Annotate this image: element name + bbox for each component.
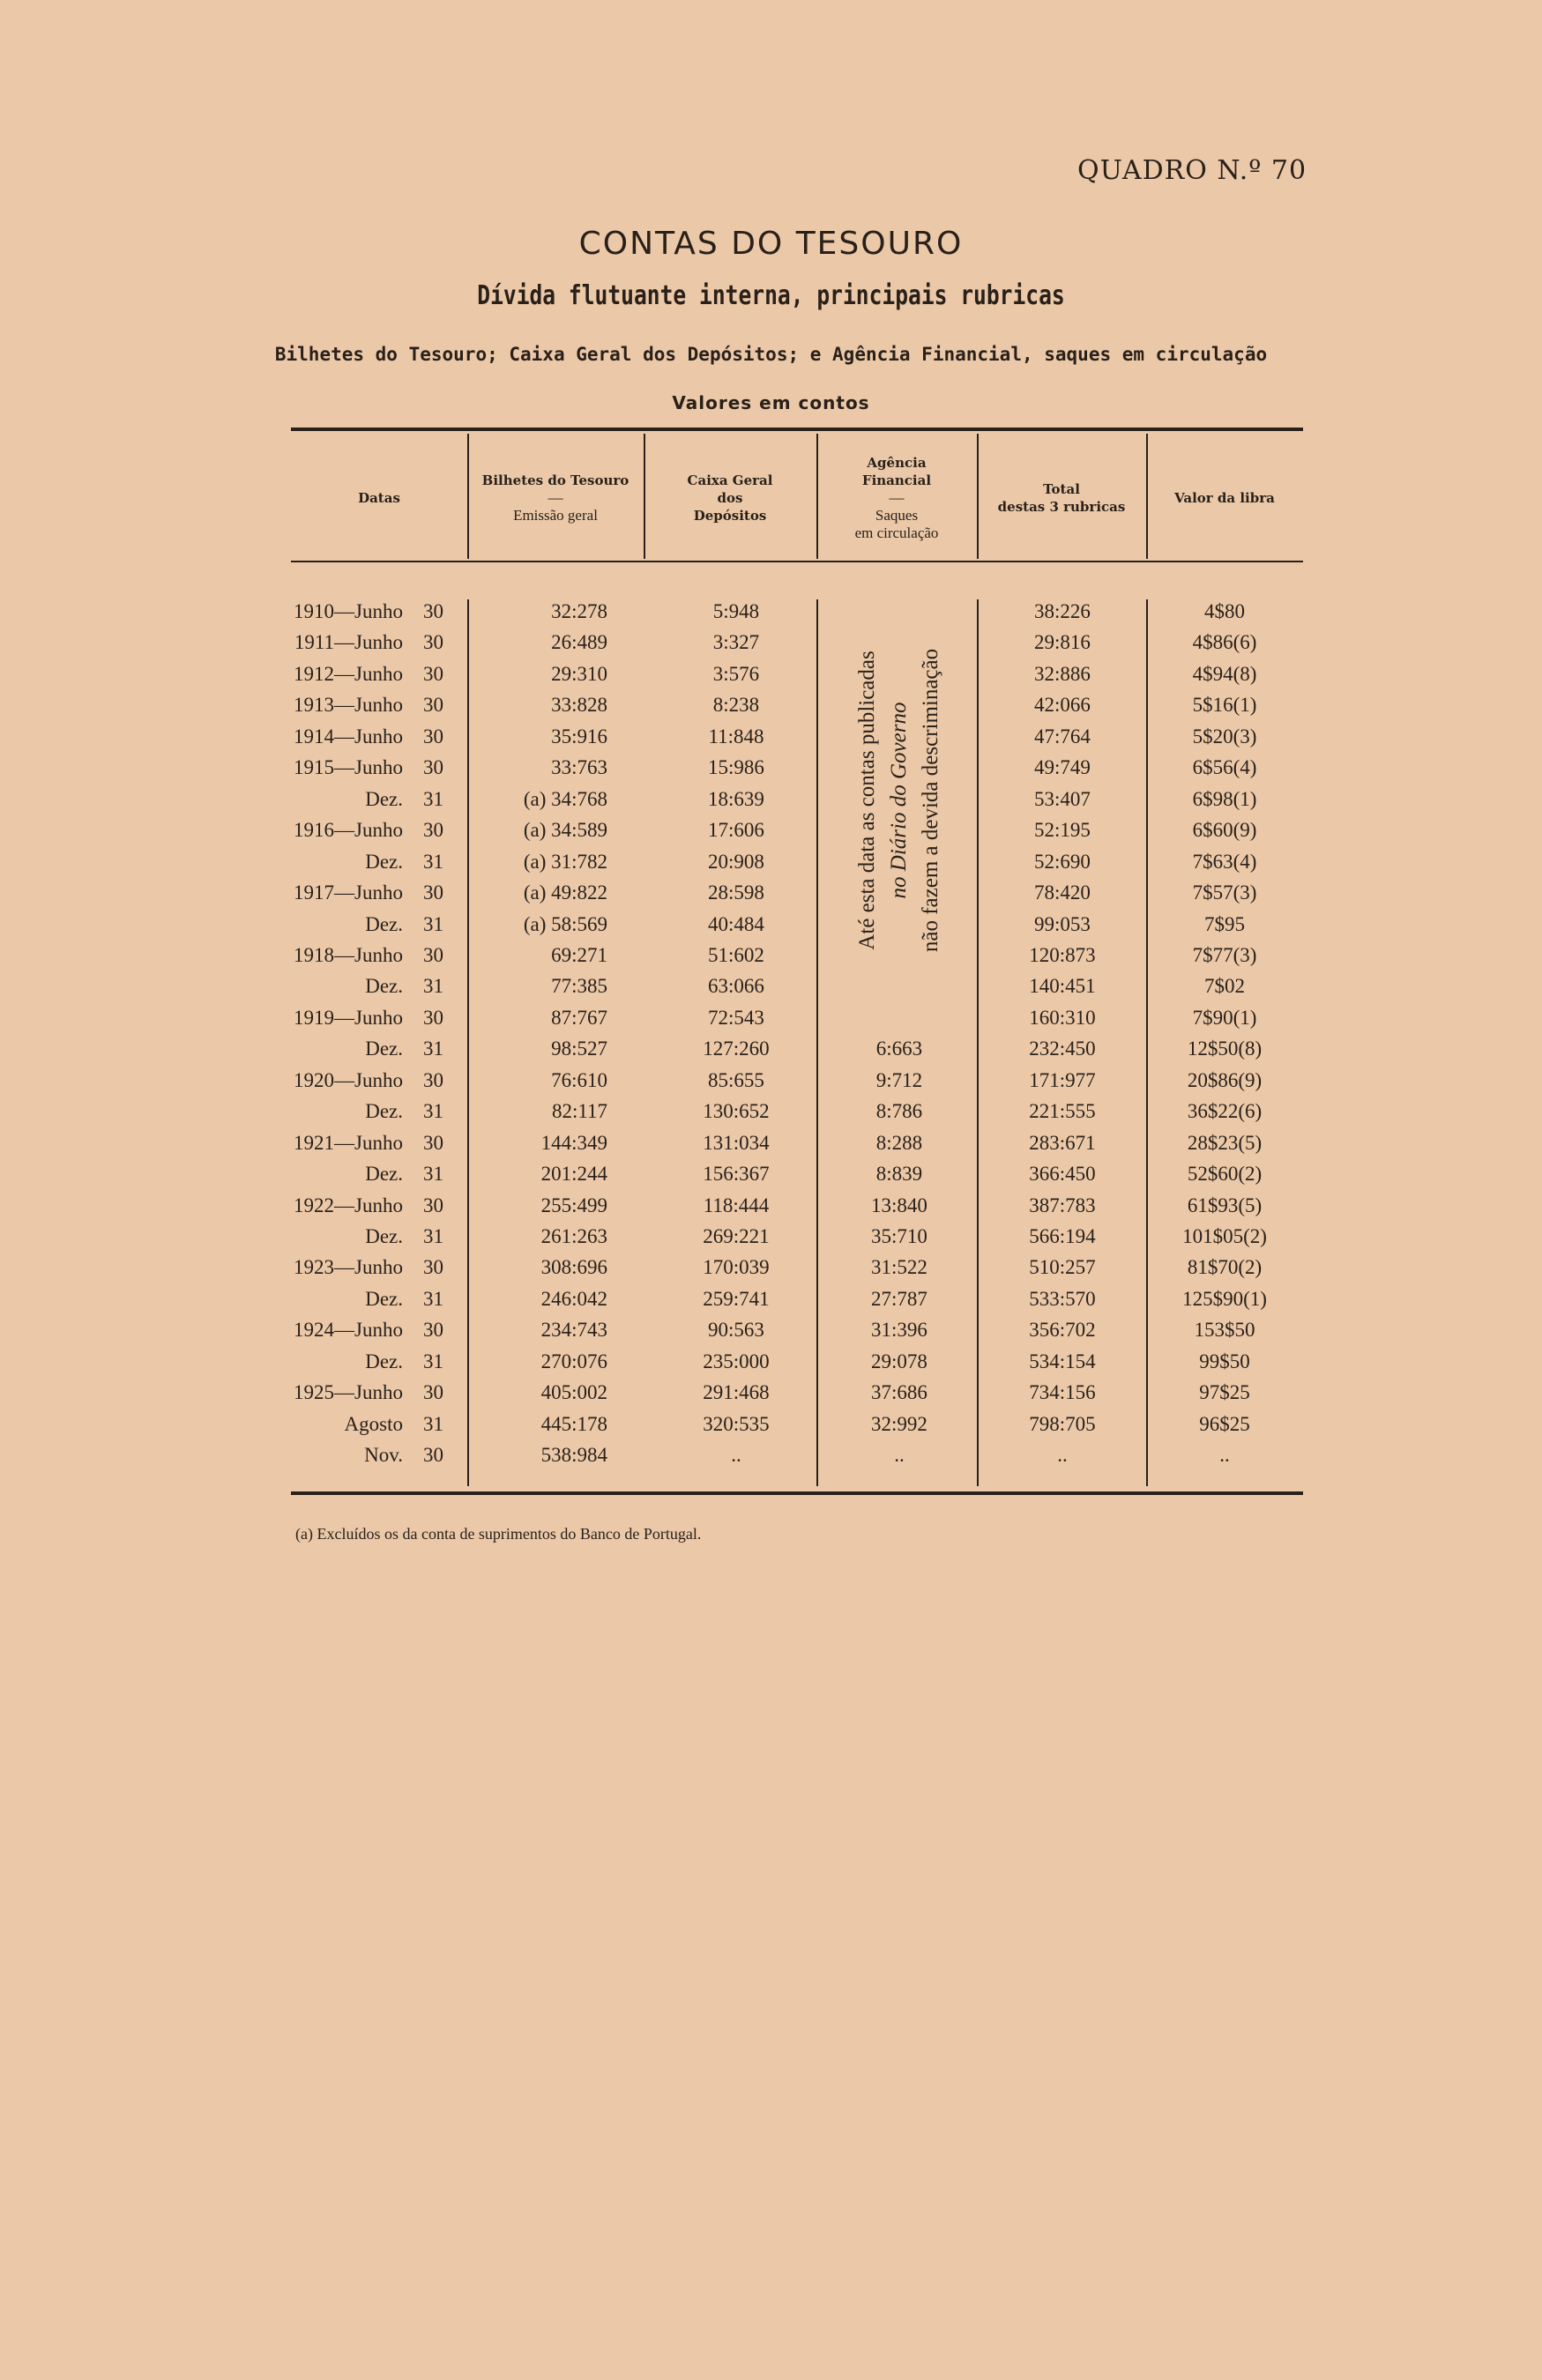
cell-libra: 52$60(2) bbox=[1187, 1163, 1263, 1186]
cell-libra: 81$70(2) bbox=[1187, 1256, 1263, 1279]
cell-agencia: 35:710 bbox=[871, 1225, 927, 1247]
row-date: Agosto bbox=[344, 1412, 403, 1435]
cell-caixa: 320:535 bbox=[703, 1412, 770, 1435]
cell-bilhetes: 405:002 bbox=[540, 1381, 607, 1404]
cell-libra: 5$16(1) bbox=[1192, 694, 1257, 717]
cell-agencia: 37:686 bbox=[871, 1381, 927, 1404]
row-date: Dez. bbox=[365, 1350, 403, 1372]
cell-libra: 153$50 bbox=[1194, 1319, 1255, 1342]
cell-caixa: 259:741 bbox=[703, 1287, 770, 1310]
cell-agencia: 8:839 bbox=[875, 1163, 923, 1186]
row-day: 30 bbox=[423, 1068, 443, 1091]
cell-libra: .. bbox=[1219, 1444, 1230, 1467]
table-row bbox=[0, 814, 1542, 846]
row-day: 30 bbox=[423, 1194, 443, 1216]
column-header-libra: Valor da libra bbox=[1174, 490, 1275, 506]
cell-bilhetes: 35:916 bbox=[551, 725, 607, 747]
row-day: 31 bbox=[423, 1163, 443, 1186]
cell-caixa: 130:652 bbox=[703, 1100, 770, 1123]
row-date: Dez. bbox=[365, 975, 403, 998]
cell-libra: 36$22(6) bbox=[1187, 1100, 1263, 1123]
cell-total: 356:702 bbox=[1029, 1319, 1096, 1342]
cell-total: 52:690 bbox=[1034, 850, 1091, 873]
table-row bbox=[0, 1346, 1542, 1378]
cell-agencia: .. bbox=[894, 1444, 905, 1467]
cell-caixa: 28:598 bbox=[708, 881, 764, 904]
row-date: Dez. bbox=[365, 912, 403, 935]
vertical-note-line: não fazem a devida descriminação bbox=[919, 648, 942, 953]
table-bottom-rule bbox=[291, 1491, 1303, 1495]
row-day: 30 bbox=[423, 819, 443, 842]
row-day: 31 bbox=[423, 1350, 443, 1372]
cell-caixa: 3:576 bbox=[712, 662, 760, 685]
row-day: 30 bbox=[423, 1131, 443, 1154]
cell-libra: 20$86(9) bbox=[1187, 1068, 1263, 1091]
table-number: QUADRO N.º 70 bbox=[1077, 155, 1307, 186]
cell-total: 734:156 bbox=[1029, 1381, 1096, 1404]
cell-total: 798:705 bbox=[1029, 1412, 1096, 1435]
page-title: CONTAS DO TESOURO bbox=[578, 226, 964, 262]
row-date: Dez. bbox=[365, 850, 403, 873]
table-row bbox=[0, 1096, 1542, 1127]
table-row bbox=[0, 1314, 1542, 1346]
cell-caixa: 131:034 bbox=[703, 1131, 770, 1154]
cell-bilhetes: 538:984 bbox=[540, 1444, 607, 1467]
row-date: 1914—Junho bbox=[294, 725, 403, 747]
cell-libra: 7$63(4) bbox=[1192, 850, 1257, 873]
row-date: 1910—Junho bbox=[294, 600, 403, 622]
row-date: Dez. bbox=[365, 1225, 403, 1247]
column-header-bilhetes: Bilhetes do Tesouro — Emissão geral bbox=[481, 472, 629, 524]
cell-total: .. bbox=[1057, 1444, 1068, 1467]
cell-libra: 7$57(3) bbox=[1192, 881, 1257, 904]
cell-caixa: 118:444 bbox=[703, 1194, 770, 1216]
table-row bbox=[0, 784, 1542, 815]
cell-caixa: 170:039 bbox=[703, 1256, 770, 1279]
cell-caixa: 17:606 bbox=[708, 819, 764, 842]
cell-agencia: 8:288 bbox=[875, 1131, 923, 1154]
cell-caixa: 18:639 bbox=[708, 787, 764, 810]
column-header-caixa: Caixa Geral dos Depósitos bbox=[687, 472, 773, 524]
row-day: 31 bbox=[423, 912, 443, 935]
cell-bilhetes: 261:263 bbox=[540, 1225, 607, 1247]
cell-total: 47:764 bbox=[1034, 725, 1091, 747]
footnote: (a) Excluídos os da conta de suprimentos do Banco de Portugal. bbox=[295, 1525, 702, 1543]
table-row bbox=[0, 721, 1542, 753]
cell-total: 38:226 bbox=[1034, 600, 1091, 622]
row-day: 31 bbox=[423, 1225, 443, 1247]
cell-total: 510:257 bbox=[1029, 1256, 1096, 1279]
cell-libra: 61$93(5) bbox=[1187, 1194, 1263, 1216]
cell-bilhetes: 33:828 bbox=[551, 694, 607, 717]
cell-total: 171:977 bbox=[1029, 1068, 1096, 1091]
cell-libra: 7$77(3) bbox=[1192, 943, 1257, 966]
table-row bbox=[0, 1033, 1542, 1065]
cell-caixa: 127:260 bbox=[703, 1038, 770, 1060]
cell-agencia: 13:840 bbox=[871, 1194, 927, 1216]
cell-caixa: 15:986 bbox=[708, 756, 764, 779]
row-day: 31 bbox=[423, 850, 443, 873]
row-date: 1920—Junho bbox=[294, 1068, 403, 1091]
cell-caixa: 5:948 bbox=[712, 600, 760, 622]
table-top-rule bbox=[291, 428, 1303, 431]
row-date: Dez. bbox=[365, 1163, 403, 1186]
table-row bbox=[0, 1065, 1542, 1097]
cell-bilhetes: 445:178 bbox=[540, 1412, 607, 1435]
column-header-datas: Datas bbox=[358, 490, 400, 506]
table-row bbox=[0, 1127, 1542, 1159]
cell-caixa: 269:221 bbox=[703, 1225, 770, 1247]
cell-bilhetes: 255:499 bbox=[540, 1194, 607, 1216]
cell-libra: 4$94(8) bbox=[1192, 662, 1257, 685]
row-day: 30 bbox=[423, 1256, 443, 1279]
cell-total: 52:195 bbox=[1034, 819, 1091, 842]
cell-caixa: 8:238 bbox=[712, 694, 760, 717]
cell-caixa: 3:327 bbox=[712, 631, 760, 654]
cell-libra: 7$90(1) bbox=[1192, 1006, 1257, 1029]
cell-libra: 6$56(4) bbox=[1192, 756, 1257, 779]
cell-libra: 6$98(1) bbox=[1192, 787, 1257, 810]
row-day: 31 bbox=[423, 1287, 443, 1310]
table-row bbox=[0, 658, 1542, 690]
cell-libra: 97$25 bbox=[1199, 1381, 1250, 1404]
table-row bbox=[0, 1252, 1542, 1283]
row-date: Dez. bbox=[365, 1100, 403, 1123]
cell-total: 533:570 bbox=[1029, 1287, 1096, 1310]
table-row bbox=[0, 846, 1542, 878]
row-date: Dez. bbox=[365, 1287, 403, 1310]
cell-libra: 12$50(8) bbox=[1187, 1038, 1263, 1060]
cell-agencia: 31:396 bbox=[871, 1319, 927, 1342]
table-row bbox=[0, 940, 1542, 971]
cell-total: 160:310 bbox=[1029, 1006, 1096, 1029]
cell-total: 49:749 bbox=[1034, 756, 1091, 779]
row-date: 1924—Junho bbox=[294, 1319, 403, 1342]
row-day: 31 bbox=[423, 975, 443, 998]
row-date: 1921—Junho bbox=[294, 1131, 403, 1154]
cell-libra: 4$86(6) bbox=[1192, 631, 1257, 654]
cell-bilhetes: 98:527 bbox=[551, 1038, 607, 1060]
cell-total: 120:873 bbox=[1029, 943, 1096, 966]
units-note: Valores em contos bbox=[672, 392, 870, 413]
cell-caixa: 85:655 bbox=[708, 1068, 764, 1091]
cell-total: 566:194 bbox=[1029, 1225, 1096, 1247]
table-row bbox=[0, 877, 1542, 909]
cell-bilhetes: 76:610 bbox=[551, 1068, 607, 1091]
table-row bbox=[0, 1439, 1542, 1471]
row-day: 30 bbox=[423, 631, 443, 654]
cell-caixa: 156:367 bbox=[703, 1163, 770, 1186]
cell-caixa: 20:908 bbox=[708, 850, 764, 873]
cell-bilhetes: 144:349 bbox=[540, 1131, 607, 1154]
row-day: 31 bbox=[423, 1412, 443, 1435]
cell-total: 42:066 bbox=[1034, 694, 1091, 717]
row-date: Dez. bbox=[365, 787, 403, 810]
cell-bilhetes: 26:489 bbox=[551, 631, 607, 654]
table-row bbox=[0, 1409, 1542, 1440]
cell-total: 78:420 bbox=[1034, 881, 1091, 904]
cell-caixa: .. bbox=[731, 1444, 741, 1467]
vertical-note-line: Até esta data as contas publicadas bbox=[855, 651, 879, 950]
cell-bilhetes: 270:076 bbox=[540, 1350, 607, 1372]
cell-agencia: 8:786 bbox=[875, 1100, 923, 1123]
cell-caixa: 11:848 bbox=[708, 725, 764, 747]
row-day: 30 bbox=[423, 1444, 443, 1467]
table-row bbox=[0, 1190, 1542, 1222]
cell-total: 283:671 bbox=[1029, 1131, 1096, 1154]
cell-bilhetes: 29:310 bbox=[551, 662, 607, 685]
cell-agencia: 32:992 bbox=[871, 1412, 927, 1435]
row-date: Dez. bbox=[365, 1038, 403, 1060]
cell-bilhetes: (a) 34:768 bbox=[523, 787, 607, 810]
cell-total: 221:555 bbox=[1029, 1100, 1096, 1123]
cell-libra: 28$23(5) bbox=[1187, 1131, 1263, 1154]
row-date: 1912—Junho bbox=[294, 662, 403, 685]
cell-libra: 7$95 bbox=[1204, 912, 1245, 935]
row-date: 1915—Junho bbox=[294, 756, 403, 779]
cell-libra: 7$02 bbox=[1204, 975, 1245, 998]
cell-agencia: 9:712 bbox=[875, 1068, 923, 1091]
cell-bilhetes: 246:042 bbox=[540, 1287, 607, 1310]
cell-libra: 5$20(3) bbox=[1192, 725, 1257, 747]
row-date: 1922—Junho bbox=[294, 1194, 403, 1216]
cell-total: 29:816 bbox=[1034, 631, 1091, 654]
row-day: 30 bbox=[423, 1319, 443, 1342]
cell-libra: 4$80 bbox=[1204, 600, 1245, 622]
cell-total: 232:450 bbox=[1029, 1038, 1096, 1060]
cell-caixa: 40:484 bbox=[708, 912, 764, 935]
cell-bilhetes: 308:696 bbox=[540, 1256, 607, 1279]
table-row bbox=[0, 909, 1542, 941]
cell-libra: 99$50 bbox=[1199, 1350, 1250, 1372]
page-description: Bilhetes do Tesouro; Caixa Geral dos Depósitos; e Agência Financial, saques em circulação bbox=[274, 344, 1268, 365]
row-day: 30 bbox=[423, 600, 443, 622]
row-date: Nov. bbox=[364, 1444, 403, 1467]
cell-bilhetes: (a) 49:822 bbox=[523, 881, 607, 904]
row-date: 1918—Junho bbox=[294, 943, 403, 966]
row-date: 1917—Junho bbox=[294, 881, 403, 904]
cell-bilhetes: (a) 31:782 bbox=[523, 850, 607, 873]
cell-total: 53:407 bbox=[1034, 787, 1091, 810]
row-date: 1913—Junho bbox=[294, 694, 403, 717]
row-day: 30 bbox=[423, 881, 443, 904]
table-row bbox=[0, 689, 1542, 721]
table-row bbox=[0, 1002, 1542, 1034]
cell-bilhetes: 77:385 bbox=[551, 975, 607, 998]
cell-caixa: 72:543 bbox=[708, 1006, 764, 1029]
table-row bbox=[0, 752, 1542, 784]
row-date: 1925—Junho bbox=[294, 1381, 403, 1404]
row-date: 1919—Junho bbox=[294, 1006, 403, 1029]
column-header-total: Total destas 3 rubricas bbox=[997, 481, 1126, 515]
cell-total: 387:783 bbox=[1029, 1194, 1096, 1216]
table-row bbox=[0, 1283, 1542, 1315]
cell-libra: 125$90(1) bbox=[1182, 1287, 1267, 1310]
cell-total: 99:053 bbox=[1034, 912, 1091, 935]
cell-total: 140:451 bbox=[1029, 975, 1096, 998]
cell-agencia: 27:787 bbox=[871, 1287, 927, 1310]
table-row bbox=[0, 1158, 1542, 1190]
row-day: 31 bbox=[423, 1038, 443, 1060]
cell-bilhetes: 201:244 bbox=[540, 1163, 607, 1186]
page-subtitle: Dívida flutuante interna, principais rubricas bbox=[477, 280, 1065, 311]
cell-caixa: 235:000 bbox=[703, 1350, 770, 1372]
cell-total: 534:154 bbox=[1029, 1350, 1096, 1372]
cell-bilhetes: (a) 58:569 bbox=[523, 912, 607, 935]
row-day: 30 bbox=[423, 756, 443, 779]
cell-caixa: 291:468 bbox=[703, 1381, 770, 1404]
vertical-note-line: no Diário do Governo bbox=[887, 702, 911, 899]
table-row bbox=[0, 1221, 1542, 1253]
cell-agencia: 31:522 bbox=[871, 1256, 927, 1279]
cell-bilhetes: 69:271 bbox=[551, 943, 607, 966]
row-day: 31 bbox=[423, 1100, 443, 1123]
cell-caixa: 63:066 bbox=[708, 975, 764, 998]
cell-caixa: 51:602 bbox=[708, 943, 764, 966]
row-date: 1923—Junho bbox=[294, 1256, 403, 1279]
cell-bilhetes: 82:117 bbox=[551, 1100, 607, 1123]
cell-bilhetes: 33:763 bbox=[551, 756, 607, 779]
row-date: 1916—Junho bbox=[294, 819, 403, 842]
cell-libra: 6$60(9) bbox=[1192, 819, 1257, 842]
cell-libra: 96$25 bbox=[1199, 1412, 1250, 1435]
row-day: 30 bbox=[423, 943, 443, 966]
cell-total: 366:450 bbox=[1029, 1163, 1096, 1186]
row-day: 30 bbox=[423, 694, 443, 717]
row-date: 1911—Junho bbox=[294, 631, 403, 654]
column-header-agencia: Agência Financial — Saques em circulação bbox=[854, 455, 939, 541]
cell-caixa: 90:563 bbox=[708, 1319, 764, 1342]
row-day: 30 bbox=[423, 1006, 443, 1029]
row-day: 30 bbox=[423, 662, 443, 685]
cell-bilhetes: 32:278 bbox=[551, 600, 607, 622]
cell-bilhetes: 87:767 bbox=[551, 1006, 607, 1029]
cell-agencia: 6:663 bbox=[875, 1038, 923, 1060]
table-row bbox=[0, 971, 1542, 1002]
cell-agencia: 29:078 bbox=[871, 1350, 927, 1372]
row-day: 30 bbox=[423, 725, 443, 747]
table-header-rule bbox=[291, 561, 1303, 562]
cell-total: 32:886 bbox=[1034, 662, 1091, 685]
row-day: 31 bbox=[423, 787, 443, 810]
cell-libra: 101$05(2) bbox=[1182, 1225, 1267, 1247]
row-day: 30 bbox=[423, 1381, 443, 1404]
table-row bbox=[0, 596, 1542, 628]
table-row bbox=[0, 1377, 1542, 1409]
table-row bbox=[0, 627, 1542, 658]
cell-bilhetes: 234:743 bbox=[540, 1319, 607, 1342]
cell-bilhetes: (a) 34:589 bbox=[523, 819, 607, 842]
